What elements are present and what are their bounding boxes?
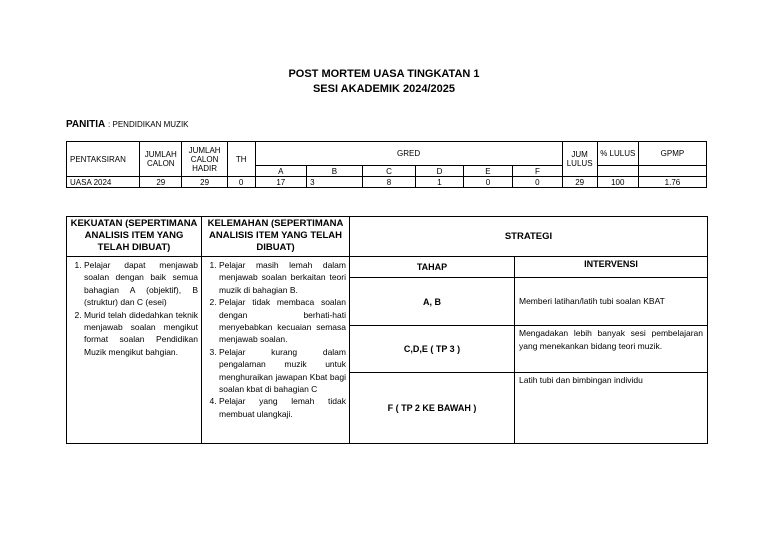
grade-header-e: E [463, 166, 512, 177]
header-jum-lulus: JUM LULUS [562, 142, 597, 177]
grade-header-a: A [255, 166, 307, 177]
cell-jumlah-calon-hadir: 29 [182, 177, 227, 188]
panitia-line [66, 119, 189, 130]
header-th: TH [227, 142, 255, 177]
strategi-header: STRATEGI [350, 217, 708, 257]
list-item: 4. Pelajar yang lemah tidak membuat ulangkaji. [219, 395, 346, 420]
kekuatan-cell [67, 257, 202, 444]
panitia-value: : PENDIDIKAN MUZIK [108, 120, 189, 129]
kelemahan-cell [202, 257, 350, 444]
grade-header-d: D [416, 166, 463, 177]
header-pct-lulus: % LULUS [597, 142, 638, 166]
list-item: 1. Pelajar dapat menjawab soalan dengan baik semua bahagian A (objektif), B (struktur) dan C (esei) [84, 259, 198, 309]
list-item: 2. Murid telah didedahkan teknik menjawab soalan mengikut format soalan Pendidikan Muzik mengikut bahgian. [84, 309, 198, 359]
kelemahan-header: KELEMAHAN (SEPERTIMANA ANALISIS ITEM YANG TELAH DIBUAT) [202, 217, 350, 257]
grade-header-f: F [513, 166, 562, 177]
cell-grade-f: 0 [513, 177, 562, 188]
cell-pct-lulus: 100 [597, 177, 638, 188]
cell-grade-d: 1 [416, 177, 463, 188]
cell-jum-lulus: 29 [562, 177, 597, 188]
kekuatan-list [70, 259, 198, 358]
cell-grade-a: 17 [255, 177, 307, 188]
header-pentaksiran: PENTAKSIRAN [67, 142, 140, 177]
header-jumlah-calon-hadir: JUMLAH CALON HADIR [182, 142, 227, 177]
header-gred: GRED [255, 142, 562, 166]
cell-grade-e: 0 [463, 177, 512, 188]
intervensi-f: Latih tubi dan bimbingan individu [515, 373, 708, 444]
intervensi-ab: Memberi latihan/latih tubi soalan KBAT [515, 278, 708, 326]
list-item: 2. Pelajar tidak membaca soalan dengan berhati-hati menyebabkan kecuaian semasa menjawab soalan. [219, 296, 346, 346]
gpmp-blank [638, 166, 706, 177]
intervensi-header: INTERVENSI [515, 257, 708, 278]
tahap-ab: A, B [350, 278, 515, 326]
results-table [66, 141, 707, 188]
table-row [67, 177, 707, 188]
cell-jumlah-calon: 29 [140, 177, 182, 188]
cell-grade-c: 8 [362, 177, 416, 188]
cell-th: 0 [227, 177, 255, 188]
kekuatan-header: KEKUATAN (SEPERTIMANA ANALISIS ITEM YANG TELAH DIBUAT) [67, 217, 202, 257]
list-item: 1. Pelajar masih lemah dalam menjawab soalan berkaitan teori muzik di bahagian B. [219, 259, 346, 296]
list-item: 3. Pelajar kurang dalam pengalaman muzik untuk menghuraikan jawapan Kbat bagi soalan kbat di bahagian C [219, 346, 346, 396]
header-jumlah-calon: JUMLAH CALON [140, 142, 182, 177]
cell-grade-b: 3 [307, 177, 363, 188]
kelemahan-list [205, 259, 346, 420]
pct-lulus-blank [597, 166, 638, 177]
grade-header-c: C [362, 166, 416, 177]
panitia-label: PANITIA [66, 119, 106, 130]
grade-header-b: B [307, 166, 363, 177]
tahap-f: F ( TP 2 KE BAWAH ) [350, 373, 515, 444]
analysis-table [66, 216, 708, 444]
document-subtitle: SESI AKADEMIK 2024/2025 [312, 83, 456, 95]
document-title: POST MORTEM UASA TINGKATAN 1 [288, 68, 480, 80]
tahap-cde: C,D,E ( TP 3 ) [350, 326, 515, 373]
header-gpmp: GPMP [638, 142, 706, 166]
cell-gpmp: 1.76 [638, 177, 706, 188]
tahap-header: TAHAP [350, 257, 515, 278]
cell-pentaksiran: UASA 2024 [67, 177, 140, 188]
intervensi-cde: Mengadakan lebih banyak sesi pembelajaran yang menekankan bidang teori muzik. [515, 326, 708, 373]
